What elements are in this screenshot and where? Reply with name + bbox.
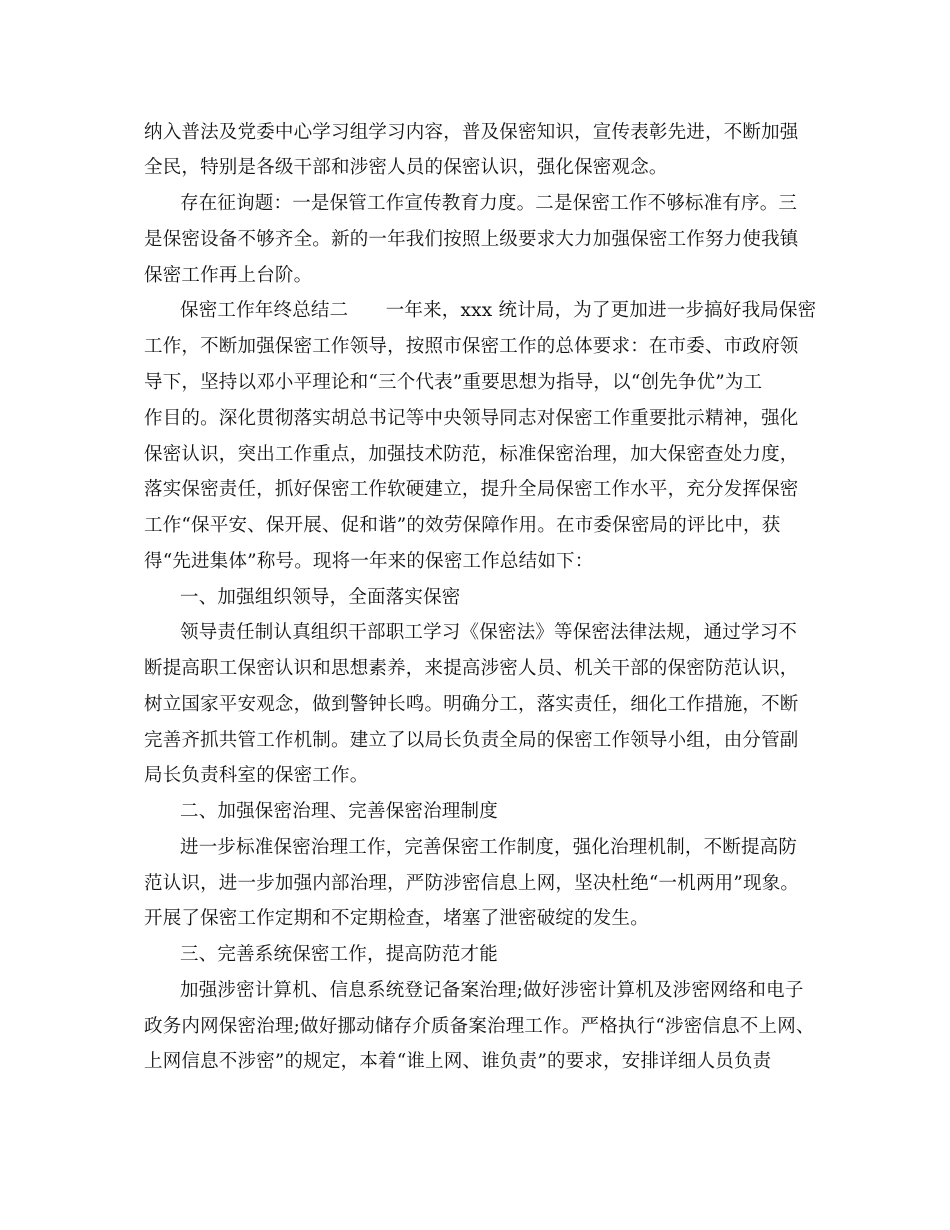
text-line: 开展了保密工作定期和不定期检查，堵塞了泄密破绽的发生。 [144, 908, 649, 929]
text-line: 保密工作年终总结二 一年来，xxx 统计局，为了更加进一步搞好我局保密 [180, 300, 817, 321]
text-line: 工作“保平安、保开展、促和谐”的效劳保障作用。在市委保密局的评比中，获 [144, 515, 781, 536]
text-line: 断提高职工保密认识和思想素养，来提高涉密人员、机关干部的保密防范认识， [144, 658, 799, 679]
text-line: 工作，不断加强保密工作领导，按照市保密工作的总体要求：在市委、市政府领 [144, 336, 799, 357]
text-line: 领导责任制认真组织干部职工学习《保密法》等保密法律法规，通过学习不 [180, 622, 798, 643]
text-line: 存在征询题：一是保管工作宣传教育力度。二是保密工作不够标准有序。三 [180, 193, 798, 214]
section-heading: 二、加强保密治理、完善保密治理制度 [180, 801, 498, 822]
text-line: 范认识，进一步加强内部治理，严防涉密信息上网，坚决杜绝“一机两用”现象。 [144, 873, 800, 894]
text-line: 保密认识，突出工作重点，加强技术防范，标准保密治理，加大保密查处力度， [144, 444, 799, 465]
text-line: 是保密设备不够齐全。新的一年我们按照上级要求大力加强保密工作努力使我镇 [144, 229, 799, 250]
text-line: 上网信息不涉密”的规定，本着“谁上网、谁负责”的要求，安排详细人员负责 [144, 1051, 772, 1072]
text-line: 局长负责科室的保密工作。 [144, 765, 369, 786]
text-line: 完善齐抓共管工作机制。建立了以局长负责全局的保密工作领导小组，由分管副 [144, 730, 799, 751]
text-line: 作目的。深化贯彻落实胡总书记等中央领导同志对保密工作重要批示精神，强化 [144, 408, 799, 429]
text-line: 加强涉密计算机、信息系统登记备案治理;做好涉密计算机及涉密网络和电子 [180, 980, 804, 1001]
text-line: 纳入普法及党委中心学习组学习内容，普及保密知识，宣传表彰先进，不断加强 [144, 122, 799, 143]
text-line: 树立国家平安观念，做到警钟长鸣。明确分工，落实责任，细化工作措施，不断 [144, 694, 799, 715]
text-line: 进一步标准保密治理工作，完善保密工作制度，强化治理机制，不断提高防 [180, 837, 798, 858]
text-line: 得“先进集体”称号。现将一年来的保密工作总结如下： [144, 551, 594, 572]
section-heading: 三、完善系统保密工作，提高防范才能 [180, 944, 498, 965]
section-heading: 一、加强组织领导，全面落实保密 [180, 587, 461, 608]
text-line: 全民，特别是各级干部和涉密人员的保密认识，强化保密观念。 [144, 157, 668, 178]
text-line: 保密工作再上台阶。 [144, 265, 313, 286]
text-line: 导下，坚持以邓小平理论和“三个代表”重要思想为指导，以“创先争优”为工 [144, 372, 763, 393]
text-line: 落实保密责任，抓好保密工作软硬建立，提升全局保密工作水平，充分发挥保密 [144, 479, 799, 500]
text-line: 政务内网保密治理;做好挪动储存介质备案治理工作。严格执行“涉密信息不上网、 [144, 1016, 815, 1037]
